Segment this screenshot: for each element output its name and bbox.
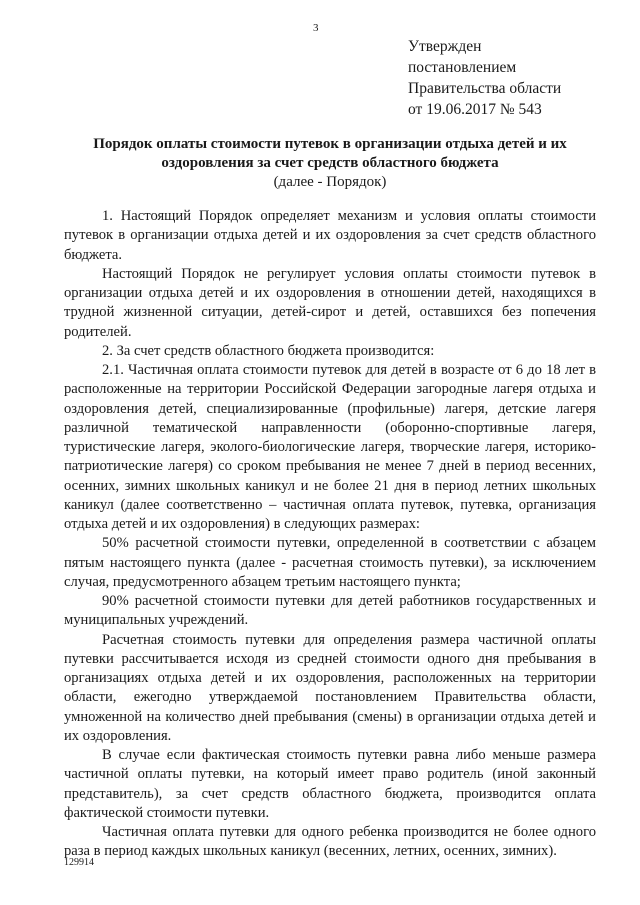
title-line-2: оздоровления за счет средств областного бюджета: [161, 155, 499, 171]
paragraph: В случае если фактическая стоимость путевки равна либо меньше размера частичной оплаты путевки, на который имеет право родитель (иной законный представитель), за счет средств областного бюджета, производится оплата фактической стоимости путевки.: [64, 747, 596, 821]
paragraph: 90% расчетной стоимости путевки для детей работников государственных и муниципальных учреждений.: [64, 593, 596, 629]
footer-code: 129914: [64, 857, 94, 868]
paragraph: 2.1. Частичная оплата стоимости путевок для детей в возрасте от 6 до 18 лет в расположенные на территории Российской Федерации загородные лагеря отдыха и оздоровления детей, специализированные (профильные) лагеря, детские лагеря различной тематической направленности (оборонно-спортивные лагеря, туристические лагеря, эколого-биологические лагеря, творческие лагеря, историко-патриотические лагеря) со сроком пребывания не менее 7 дней в период весенних, осенних, зимних школьных каникул и не более 21 дня в период летних школьных каникул (далее соответственно – частичная оплата путевок, путевка, организация отдыха детей и их оздоровления) в следующих размерах:: [64, 362, 596, 532]
paragraph: Частичная оплата путевки для одного ребенка производится не более одного раза в период каждых школьных каникул (весенних, летних, осенних, зимних).: [64, 824, 596, 860]
document-title: [60, 135, 600, 192]
paragraph: 2. За счет средств областного бюджета производится:: [102, 342, 435, 359]
approval-line-4: от 19.06.2017 № 543: [408, 101, 542, 118]
paragraph: Настоящий Порядок не регулирует условия оплаты стоимости путевок в организации отдыха детей и их оздоровления в отношении детей, находящихся в трудной жизненной ситуации, детей-сирот и детей, оставшихся без попечения родителей.: [64, 265, 596, 340]
approval-line-1: Утвержден: [408, 38, 482, 55]
approval-line-3: Правительства области: [408, 80, 562, 97]
document-body: [64, 207, 596, 862]
title-line-1: Порядок оплаты стоимости путевок в организации отдыха детей и их: [93, 136, 567, 152]
approval-line-2: постановлением: [408, 59, 517, 76]
approval-stamp: [408, 36, 561, 120]
page-number: 3: [313, 22, 319, 34]
paragraph: Расчетная стоимость путевки для определения размера частичной оплаты путевки рассчитывается исходя из средней стоимости одного дня пребывания в организациях отдыха детей и их оздоровления, расположенных на территории области, ежегодно утверждаемой постановлением Правительства области, умноженной на количество дней пребывания (смены) в организации отдыха детей и их оздоровления.: [64, 631, 596, 744]
title-line-3: (далее - Порядок): [273, 174, 387, 190]
paragraph: 50% расчетной стоимости путевки, определенной в соответствии с абзацем пятым настоящего пункта (далее - расчетная стоимость путевки), за исключением случая, предусмотренного абзацем третьим настоящего пункта;: [64, 535, 596, 590]
paragraph: 1. Настоящий Порядок определяет механизм и условия оплаты стоимости путевок в организации отдыха детей и их оздоровления за счет средств областного бюджета.: [64, 208, 596, 263]
